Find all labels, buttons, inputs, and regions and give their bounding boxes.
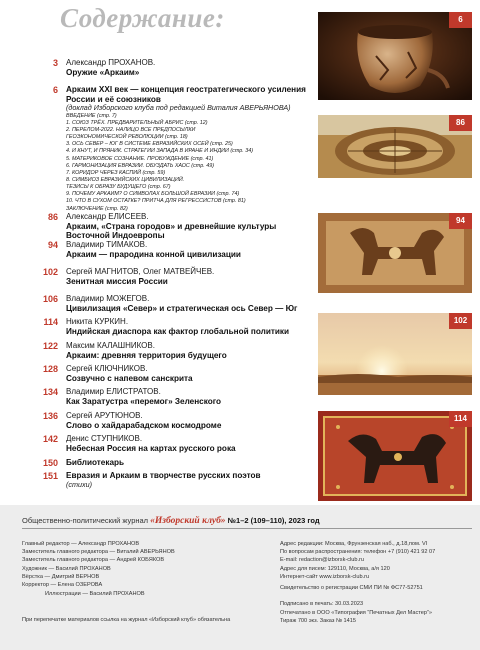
toc-title: Оружие «Аркаим» — [66, 67, 140, 77]
print-info — [280, 584, 432, 625]
toc-page-number: 114 — [43, 317, 58, 327]
toc-page-number: 128 — [42, 364, 58, 374]
contact-line: По вопросам распространения: телефон +7 (910) 421 92 07 — [280, 549, 436, 556]
toc-page-number: 94 — [47, 240, 58, 250]
vessel-illustration — [318, 12, 472, 100]
toc-subtitle: (доклад Изборского клуба под редакцией Виталия АВЕРЬЯНОВА) — [66, 103, 291, 112]
toc-subitem: ТЕЗИСЫ К ОБРАЗУ БУДУЩЕГО (стр. 67) — [66, 184, 171, 191]
toc-title: Аркаим: древняя территория будущего — [66, 350, 227, 360]
page-badge: 86 — [449, 115, 472, 131]
toc-subitem: 1. СОЮЗ ТРЁХ. ПРЕДВАРИТЕЛЬНЫЙ АБРИС (стр. 12) — [66, 119, 208, 126]
toc-author: Сергей КЛЮЧНИКОВ. — [66, 364, 148, 373]
toc-author: Никита КУРКИН. — [66, 317, 129, 326]
toc-title: России и её союзников — [66, 94, 161, 104]
toc-subitem: 4. И КНУТ, И ПРЯНИК. СТРАТЕГИИ ЗАПАДА В ИРАНЕ И ИНДИИ (стр. 34) — [66, 148, 254, 155]
print-info-line: Подписано в печать: 30.03.2023 — [280, 601, 364, 608]
page-badge: 102 — [449, 313, 472, 329]
toc-page-number: 86 — [47, 212, 58, 222]
contact-line: E-mail: redaction@izborsk-club.ru — [280, 557, 365, 564]
toc-title: Зенитная миссия России — [66, 276, 168, 286]
issue-number: №1–2 (109–110), 2023 год — [227, 516, 320, 525]
toc-subitem: ГЕОЭКОНОМИЧЕСКОЙ РЕВОЛЮЦИИ (стр. 18) — [66, 134, 188, 141]
contacts-list — [280, 540, 435, 581]
toc-title: Созвучно с напевом санскрита — [66, 373, 193, 383]
toc-page-number: 136 — [42, 411, 58, 421]
illustrations-credit: Иллюстрации — Василий ПРОХАНОВ — [45, 591, 145, 597]
toc-title: Восточной Индоевропы — [66, 231, 165, 240]
toc-author: Владимир ЕЛИСТРАТОВ. — [66, 387, 161, 396]
toc-subitem: 5. МАТЕРИКОВОЕ СОЗНАНИЕ. ПРОБУЖДЕНИЕ (стр. 41) — [66, 155, 214, 162]
toc-page-number: 122 — [42, 341, 58, 351]
staff-line: Вёрстка — Дмитрий ВЕРНОВ — [22, 573, 100, 580]
print-info-line: Тираж 700 экз. Заказ № 1415 — [280, 617, 356, 624]
toc-subitem: 3. ОСЬ СЕВЕР – ЮГ В СИСТЕМЕ ЕВРАЗИЙСКИХ ОСЕЙ (стр. 25) — [66, 141, 233, 148]
toc-title: Аркаим, «Страна городов» и древнейшие культуры — [66, 221, 277, 231]
toc-title: Цивилизация «Север» и стратегическая ось Север — Юг — [66, 303, 298, 313]
toc-page-number: 6 — [52, 85, 58, 95]
toc-subitem: ВВЕДЕНИЕ (стр. 7) — [66, 112, 117, 119]
toc-title: Евразия и Аркаим в творчестве русских поэтов — [66, 471, 261, 480]
print-info-line — [280, 592, 432, 600]
toc-page-number: 142 — [42, 434, 58, 444]
toc-title: Аркаим XXI век — концепция геостратегического усиления — [66, 85, 306, 94]
page-badge: 114 — [449, 411, 472, 427]
toc-page-number: 102 — [42, 267, 58, 277]
imprint-header — [22, 516, 472, 529]
print-info-line: Отпечатано в ООО «Типография “Печатных Дел Мастер”» — [280, 609, 432, 616]
page-badge: 94 — [449, 213, 472, 229]
contact-line: Адрес редакции: Москва, Фрунзенская наб., д.18,пом. VI — [280, 541, 428, 547]
staff-line: Заместитель главного редактора — Виталий АВЕРЬЯНОВ — [22, 549, 175, 556]
toc-page-number: 134 — [42, 387, 58, 397]
horse-artifact-illustration — [318, 213, 472, 293]
toc-subitem: ЗАКЛЮЧЕНИЕ (стр. 82) — [66, 205, 128, 212]
toc-subitem: 10. ЧТО В СУХОМ ОСТАТКЕ? ПРИТЧА ДЛЯ РЕГРЕССИСТОВ (стр. 81) — [66, 198, 246, 205]
toc-author: Максим КАЛАШНИКОВ. — [66, 341, 155, 350]
staff-line: Заместитель главного редактора — Андрей КОБЯКОВ — [22, 557, 165, 564]
toc-subtitle: (стихи) — [66, 479, 92, 489]
toc-page-number: 106 — [42, 294, 58, 304]
toc-title: Как Заратустра «перемог» Зеленского — [66, 396, 222, 406]
staff-line: Главный редактор — Александр ПРОХАНОВ — [22, 541, 140, 547]
toc-subitem: 8. СИМБИОЗ ЕВРАЗИЙСКИХ ЦИВИЛИЗАЦИЙ. — [66, 177, 185, 183]
staff-line: Художник — Василий ПРОХАНОВ — [22, 565, 111, 572]
page-badge: 6 — [449, 12, 472, 28]
toc-title: Библиотекарь — [66, 458, 125, 467]
toc-author: Денис СТУПНИКОВ. — [66, 434, 143, 443]
toc-author: Владимир МОЖЕГОВ. — [66, 294, 150, 303]
imprint-intro: Общественно-политический журнал — [22, 516, 149, 525]
print-info-line: Свидетельство о регистрации СМИ ПИ № ФС77-52751 — [280, 585, 423, 591]
toc-subitem: 9. ПОЧЕМУ АРКАИМ? О СИМВОЛАХ БОЛЬШОЙ ЕВРАЗИИ (стр. 74) — [66, 191, 240, 198]
toc-subitem: 7. КОРИДОР ЧЕРЕЗ КАСПИЙ (стр. 59) — [66, 169, 166, 176]
sunrise-illustration — [318, 313, 472, 395]
staff-list — [22, 540, 175, 589]
toc-author: Александр ЕЛИСЕЕВ. — [66, 212, 149, 221]
settlement-illustration — [318, 115, 472, 178]
reprint-note: При перепечатке материалов ссылка на журнал «Изборский клуб» обязательна — [22, 617, 231, 623]
textile-illustration — [318, 411, 472, 501]
toc-author: Сергей МАГНИТОВ, Олег МАТВЕЙЧЕВ. — [66, 267, 215, 276]
toc-title: Небесная Россия на картах русского рока — [66, 443, 236, 453]
toc-author: Александр ПРОХАНОВ. — [66, 58, 156, 67]
toc-page-number: 150 — [42, 458, 58, 468]
toc-subitem: 6. ГАРМОНИЗАЦИЯ ЕВРАЗИИ. ОБУЗДАТЬ ХАОС (стр. 49) — [66, 162, 215, 169]
staff-line: Корректор — Елена ОЗЕРОВА — [22, 582, 103, 589]
magazine-name: «Изборский клуб» — [150, 516, 226, 526]
page-title: Содержание: — [60, 3, 225, 33]
contact-line: Адрес для писем: 129110, Москва, а/я 120 — [280, 565, 390, 572]
toc-title: Слово о хайдарабадском космодроме — [66, 420, 222, 430]
toc-page-number: 151 — [42, 471, 58, 481]
contact-line: Интернет-сайт www.izborsk-club.ru — [280, 573, 370, 580]
toc-title: Аркаим — прародина конной цивилизации — [66, 249, 241, 259]
toc-page-number: 3 — [52, 58, 58, 68]
toc-title: Индийская диаспора как фактор глобальной политики — [66, 326, 290, 336]
toc-subitem: 2. ПЕРЕЛОМ-2022. НАЛИЦО ВСЕ ПРЕДПОСЫЛКИ — [66, 126, 196, 133]
toc-author: Владимир ТИМАКОВ. — [66, 240, 148, 249]
toc-author: Сергей АРУТЮНОВ. — [66, 411, 143, 420]
